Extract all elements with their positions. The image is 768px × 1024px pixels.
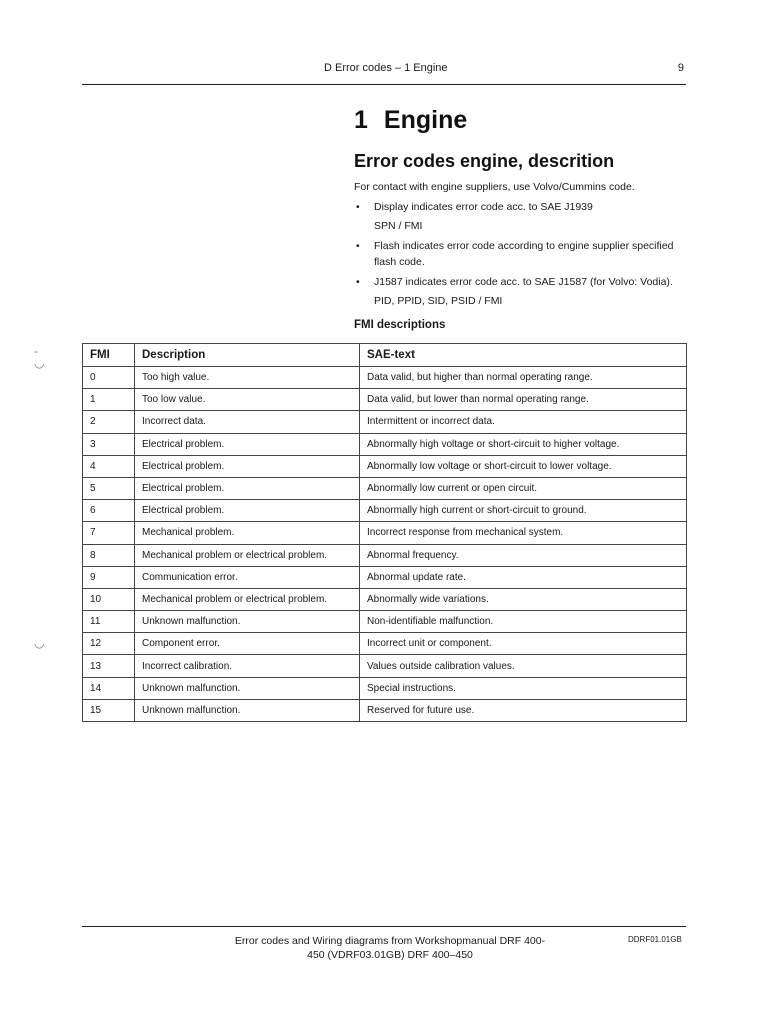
description-cell: Communication error. — [135, 566, 360, 588]
scan-mark: ◡ — [34, 636, 45, 650]
description-cell: Unknown malfunction. — [135, 611, 360, 633]
table-row — [83, 677, 687, 699]
table-row — [83, 389, 687, 411]
description-cell: Electrical problem. — [135, 455, 360, 477]
scan-mark: - — [34, 344, 38, 358]
page-number: 9 — [677, 62, 684, 74]
table-header-row — [83, 344, 687, 367]
sae-text-cell: Values outside calibration values. — [360, 655, 687, 677]
sae-text-cell: Non-identifiable malfunction. — [360, 611, 687, 633]
page-header — [82, 62, 686, 85]
sae-text-cell: Data valid, but higher than normal operating range. — [360, 367, 687, 389]
footer-line-1: Error codes and Wiring diagrams from Workshopmanual DRF 400- — [234, 935, 546, 947]
bullet-icon: • — [356, 276, 360, 288]
description-cell: Incorrect calibration. — [135, 655, 360, 677]
description-cell: Component error. — [135, 633, 360, 655]
list-item — [354, 199, 694, 234]
fmi-cell: 8 — [83, 544, 135, 566]
description-cell: Electrical problem. — [135, 500, 360, 522]
description-cell: Unknown malfunction. — [135, 699, 360, 721]
description-cell: Electrical problem. — [135, 477, 360, 499]
table-row — [83, 411, 687, 433]
bullet-text: Flash indicates error code according to engine supplier specified flash code. — [374, 240, 674, 268]
table-row — [83, 611, 687, 633]
fmi-cell: 10 — [83, 588, 135, 610]
sae-text-cell: Abnormal frequency. — [360, 544, 687, 566]
document-code: DDRF01.01GB — [628, 935, 682, 944]
fmi-cell: 11 — [83, 611, 135, 633]
fmi-cell: 6 — [83, 500, 135, 522]
footer-divider — [82, 926, 686, 927]
description-cell: Mechanical problem. — [135, 522, 360, 544]
bullet-subtext: PID, PPID, SID, PSID / FMI — [374, 295, 503, 307]
chapter-title — [354, 106, 467, 135]
table-row — [83, 522, 687, 544]
sae-text-cell: Abnormally high current or short-circuit to ground. — [360, 500, 687, 522]
chapter-name: Engine — [383, 106, 468, 134]
sae-text-cell: Abnormally low voltage or short-circuit to lower voltage. — [360, 455, 687, 477]
description-cell: Electrical problem. — [135, 433, 360, 455]
column-header-fmi: FMI — [83, 344, 135, 367]
list-item — [354, 274, 694, 309]
bullet-subtext: SPN / FMI — [374, 220, 423, 232]
sae-text-cell: Abnormal update rate. — [360, 566, 687, 588]
table-heading: FMI descriptions — [354, 319, 446, 331]
table-row — [83, 699, 687, 721]
footer-text — [210, 934, 570, 962]
description-cell: Too low value. — [135, 389, 360, 411]
sae-text-cell: Intermittent or incorrect data. — [360, 411, 687, 433]
sae-text-cell: Incorrect response from mechanical system. — [360, 522, 687, 544]
description-cell: Unknown malfunction. — [135, 677, 360, 699]
fmi-cell: 13 — [83, 655, 135, 677]
table-row — [83, 566, 687, 588]
sae-text-cell: Data valid, but lower than normal operating range. — [360, 389, 687, 411]
table-row — [83, 588, 687, 610]
fmi-cell: 15 — [83, 699, 135, 721]
bullet-icon: • — [356, 240, 360, 252]
bullet-icon: • — [356, 201, 360, 213]
fmi-cell: 5 — [83, 477, 135, 499]
fmi-cell: 1 — [83, 389, 135, 411]
intro-text: For contact with engine suppliers, use Volvo/Cummins code. — [354, 181, 635, 193]
table-row — [83, 367, 687, 389]
bullet-list — [354, 199, 694, 313]
description-cell: Mechanical problem or electrical problem. — [135, 588, 360, 610]
column-header-sae-text: SAE-text — [360, 344, 687, 367]
fmi-cell: 3 — [83, 433, 135, 455]
table-row — [83, 477, 687, 499]
fmi-cell: 14 — [83, 677, 135, 699]
fmi-cell: 2 — [83, 411, 135, 433]
description-cell: Too high value. — [135, 367, 360, 389]
table-row — [83, 633, 687, 655]
description-cell: Incorrect data. — [135, 411, 360, 433]
header-title: D Error codes – 1 Engine — [324, 62, 448, 74]
table-row — [83, 455, 687, 477]
fmi-cell: 12 — [83, 633, 135, 655]
sae-text-cell: Abnormally high voltage or short-circuit to higher voltage. — [360, 433, 687, 455]
table-row — [83, 655, 687, 677]
table-row — [83, 500, 687, 522]
column-header-description: Description — [135, 344, 360, 367]
footer-line-2: 450 (VDRF03.01GB) DRF 400–450 — [307, 949, 473, 961]
sae-text-cell: Abnormally wide variations. — [360, 588, 687, 610]
bullet-text: Display indicates error code acc. to SAE J1939 — [374, 201, 593, 213]
sae-text-cell: Abnormally low current or open circuit. — [360, 477, 687, 499]
table-row — [83, 544, 687, 566]
chapter-number: 1 — [354, 106, 368, 134]
sae-text-cell: Reserved for future use. — [360, 699, 687, 721]
bullet-text: J1587 indicates error code acc. to SAE J1587 (for Volvo: Vodia). — [374, 276, 673, 288]
sae-text-cell: Special instructions. — [360, 677, 687, 699]
fmi-cell: 4 — [83, 455, 135, 477]
sae-text-cell: Incorrect unit or component. — [360, 633, 687, 655]
list-item — [354, 238, 694, 270]
fmi-cell: 7 — [83, 522, 135, 544]
scan-mark: ◡ — [34, 356, 45, 370]
fmi-table — [82, 343, 687, 722]
description-cell: Mechanical problem or electrical problem. — [135, 544, 360, 566]
fmi-cell: 9 — [83, 566, 135, 588]
table-row — [83, 433, 687, 455]
section-title: Error codes engine, descrition — [354, 151, 615, 171]
fmi-cell: 0 — [83, 367, 135, 389]
